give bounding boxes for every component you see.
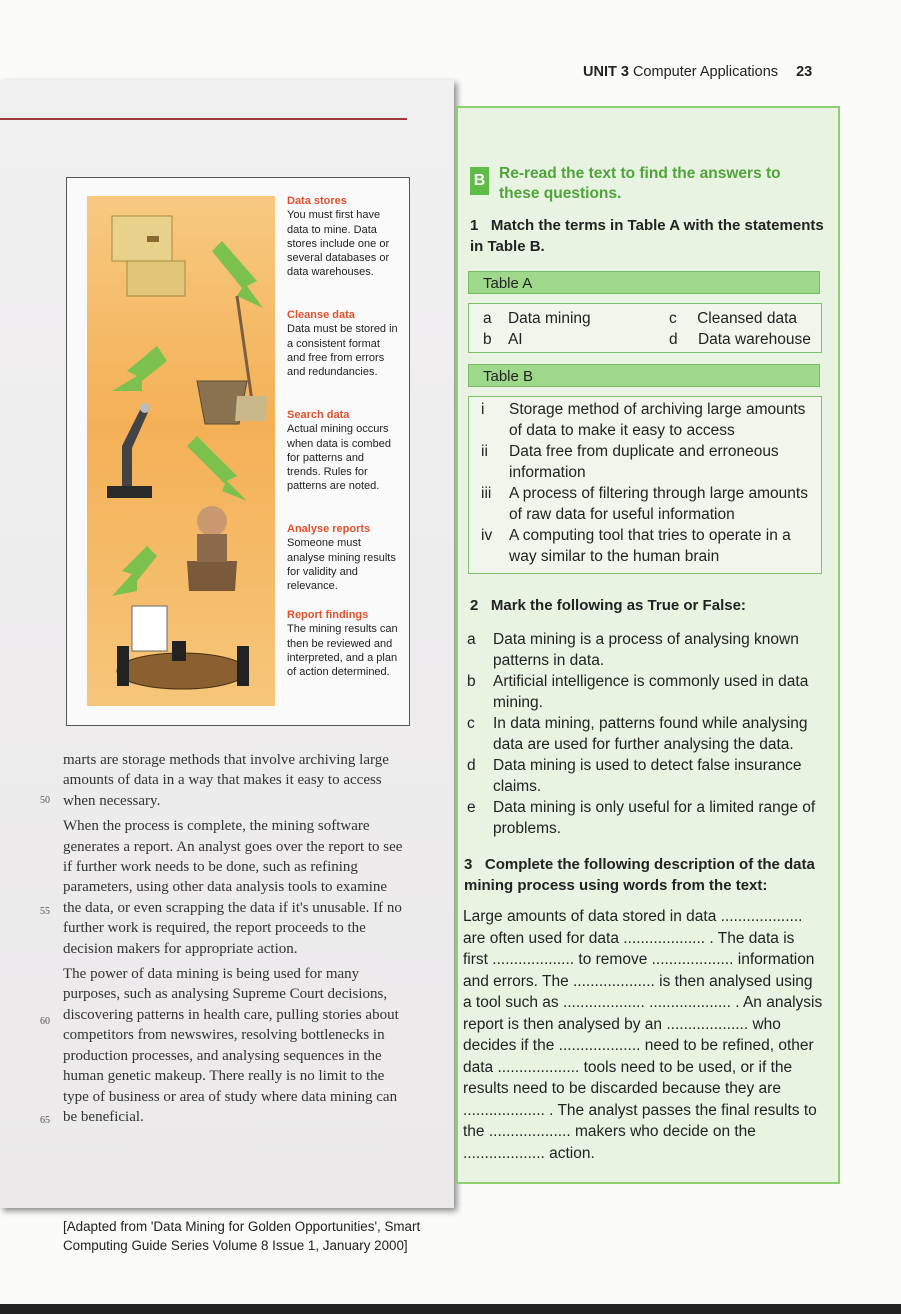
stage-analyse-reports <box>287 522 399 593</box>
stage-search-data <box>287 408 399 494</box>
question-1-heading <box>470 216 830 257</box>
unit-title: Computer Applications <box>632 64 779 80</box>
cloze-paragraph: Large amounts of data stored in data ................... are often used for data ................... . The data is first ................... to remove ................... information and errors. The ................... is then analysed using a tool such as ................... ................... . An analysis report is then analysed by an ................... who decides if the ................... need to be refined, other data ................... tools need to be used, or if the results need to be discarded because they are ................... . The analyst passes the final results to the ................... makers who decide on the ................... action. <box>463 908 823 1162</box>
item-letter: c <box>467 715 475 732</box>
stage-text: The mining results can then be reviewed and interpreted, and a plan of action determined. <box>287 623 398 679</box>
arrow-icon <box>187 436 247 501</box>
line-number: 60 <box>40 1016 50 1027</box>
table-b-row <box>481 483 817 525</box>
line-number: 55 <box>40 906 50 917</box>
arrow-icon <box>112 546 157 596</box>
list-item <box>467 713 822 755</box>
item-statement: Data mining is a process of analysing known patterns in data. <box>493 631 799 669</box>
table-b-label: Table B <box>468 364 820 387</box>
stage-text: Data must be stored in a consistent format and free from errors and redundancies. <box>287 323 398 379</box>
list-item <box>467 755 822 797</box>
item-letter: b <box>467 673 476 690</box>
row-numeral: iv <box>481 527 493 544</box>
source-citation: [Adapted from 'Data Mining for Golden Opportunities', Smart Computing Guide Series Volume 8 Issue 1, January 2000] <box>63 1219 421 1253</box>
analyst-person-icon <box>187 506 237 591</box>
item-letter: a <box>467 631 476 648</box>
item-statement: Data mining is only useful for a limited range of problems. <box>493 799 816 837</box>
page-number: 23 <box>796 64 813 80</box>
true-false-list <box>467 629 822 839</box>
running-header <box>583 64 812 80</box>
body-paragraph: marts are storage methods that involve archiving large amounts of data in a way that makes it easy to access when necessary. <box>63 752 389 809</box>
stage-title: Analyse reports <box>287 523 371 535</box>
list-item <box>467 797 822 839</box>
list-item <box>467 671 822 713</box>
stage-title: Data stores <box>287 195 347 207</box>
row-statement: Storage method of archiving large amounts of data to make it easy to access <box>509 401 806 439</box>
row-letter: b <box>483 331 492 348</box>
row-numeral: i <box>481 401 485 418</box>
stage-text: You must first have data to mine. Data stores include one or several databases or data warehouses. <box>287 209 390 279</box>
bucket-mop-icon <box>197 296 267 424</box>
item-letter: e <box>467 799 476 816</box>
question-number: 3 <box>464 856 473 873</box>
section-badge: B <box>470 167 489 195</box>
table-a-row <box>483 308 591 329</box>
question-text: Complete the following description of the data mining process using words from the text: <box>464 856 815 894</box>
row-numeral: ii <box>481 443 488 460</box>
item-statement: In data mining, patterns found while analysing data are used for further analysing the data. <box>493 715 808 753</box>
line-number: 50 <box>40 795 50 806</box>
question-2-heading <box>470 596 830 617</box>
row-statement: A computing tool that tries to operate in a way similar to the human brain <box>509 527 791 565</box>
item-statement: Artificial intelligence is commonly used in data mining. <box>493 673 809 711</box>
table-a-row <box>669 329 811 350</box>
stage-title: Cleanse data <box>287 309 355 321</box>
list-item <box>467 629 822 671</box>
unit-label: UNIT 3 <box>583 64 629 80</box>
body-paragraph: The power of data mining is being used for many purposes, such as analysing Supreme Court decisions, discovering patterns in health care, pulling stories about competitors from newswires, resolving bottlenecks in production processes, and analysing sequences in the human genetic makeup. There really is no limit to the type of business or area of study where data mining can be beneficial. <box>63 966 399 1125</box>
stage-data-stores <box>287 194 399 280</box>
item-letter: d <box>467 757 476 774</box>
row-numeral: iii <box>481 485 492 502</box>
table-a-label: Table A <box>468 271 820 294</box>
figure-illustration <box>87 196 275 706</box>
microscope-icon <box>107 403 152 498</box>
red-rule-divider <box>0 118 407 120</box>
stage-cleanse-data <box>287 308 399 379</box>
data-mining-figure <box>66 177 410 726</box>
page-bottom-edge <box>0 1304 901 1314</box>
question-3-heading <box>464 855 824 896</box>
table-a-row <box>669 308 797 329</box>
filing-cabinet-icon <box>112 216 185 296</box>
row-letter: c <box>669 310 677 327</box>
stage-title: Report findings <box>287 609 369 621</box>
row-term: Data warehouse <box>697 331 811 348</box>
arrow-icon <box>112 346 167 391</box>
row-statement: Data free from duplicate and erroneous information <box>509 443 779 481</box>
stage-report-findings <box>287 608 399 679</box>
stage-title: Search data <box>287 409 350 421</box>
stage-text: Someone must analyse mining results for validity and relevance. <box>287 537 396 593</box>
row-term: Cleansed data <box>697 310 798 327</box>
table-a-row <box>483 329 523 350</box>
question-number: 2 <box>470 597 479 614</box>
table-b-row <box>481 441 817 483</box>
row-term: AI <box>507 331 523 348</box>
section-heading: Re-read the text to find the answers to these questions. <box>499 165 781 202</box>
article-body <box>63 750 403 1132</box>
row-letter: a <box>483 310 492 327</box>
row-term: Data mining <box>507 310 591 327</box>
body-paragraph: When the process is complete, the mining software generates a report. An analyst goes over the report to see if further work needs to be done, such as refining parameters, using other data analysis tools to examine the data, or even scrapping the data if it's unusable. If no further work is required, the report proceeds to the decision makers for appropriate action. <box>63 818 403 957</box>
stage-text: Actual mining occurs when data is combed for patterns and trends. Rules for patterns are noted. <box>287 423 391 493</box>
process-illustration <box>87 196 275 706</box>
table-a <box>468 303 822 353</box>
table-b <box>468 396 822 574</box>
table-b-row <box>481 525 817 567</box>
item-statement: Data mining is used to detect false insurance claims. <box>493 757 802 795</box>
row-letter: d <box>669 331 678 348</box>
question-number: 1 <box>470 217 479 234</box>
meeting-table-icon <box>117 606 249 689</box>
row-statement: A process of filtering through large amounts of raw data for useful information <box>509 485 808 523</box>
table-b-row <box>481 399 817 441</box>
line-number: 65 <box>40 1115 50 1126</box>
question-text: Match the terms in Table A with the statements in Table B. <box>470 217 824 255</box>
question-text: Mark the following as True or False: <box>490 597 746 614</box>
